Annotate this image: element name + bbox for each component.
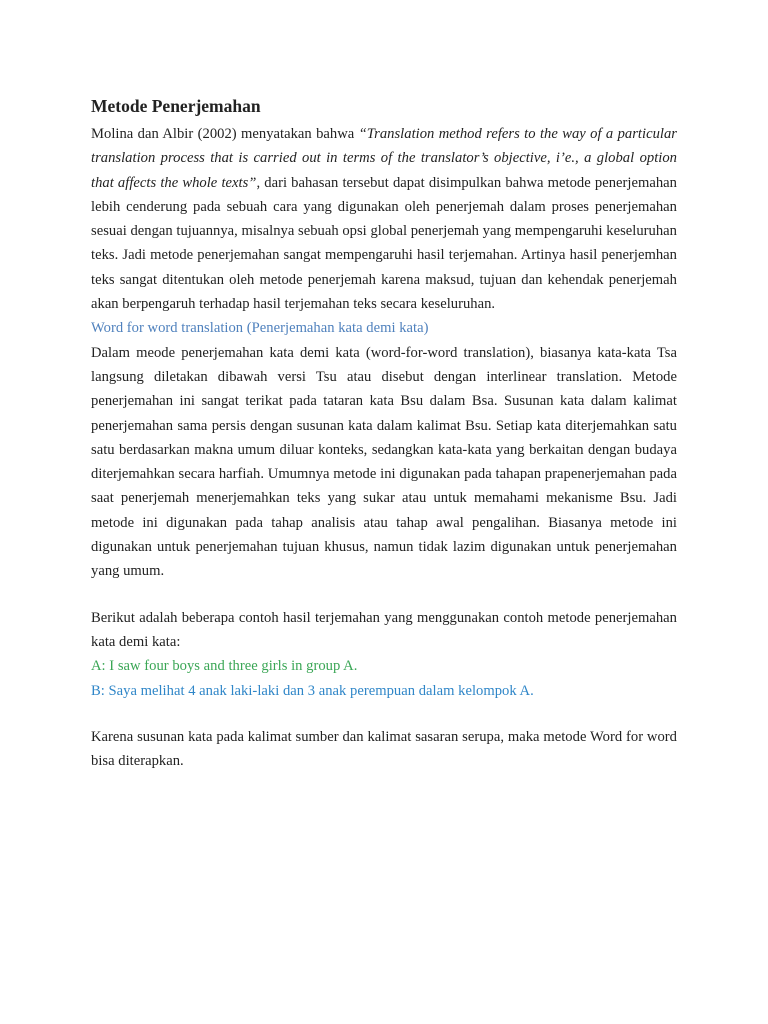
example-b: B: Saya melihat 4 anak laki-laki dan 3 anak perempuan dalam kelompok A.	[91, 682, 534, 699]
intro-before-quote: Molina dan Albir (2002) menyatakan bahwa	[91, 126, 359, 142]
intro-quote: “Translation method refers to the way of a particular translation process that is carried out in terms of the translator’s objective, i’e., a global option that affects the whole texts”	[91, 126, 677, 191]
section-body-paragraph: Dalam meode penerjemahan kata demi kata (word-for-word translation), biasanya kata-kata Tsa langsung diletakan dibawah versi Tsu atau disebut dengan interlinear translation. Metode penerjemahan ini sangat terikat pada tataran kata Bsu dalam Bsa. Susunan kata dalam kalimat penerjemahan sama persis dengan susunan kata dalam kalimat Bsu. Setiap kata diterjemahkan satu satu berdasarkan makna umum diluar konteks, sedangkan kata-kata yang berkaitan dengan budaya diterjemahkan secara harfiah. Umumnya metode ini digunakan pada tahapan prapenerjemahan pada saat penerjemah menerjemahkan teks yang sukar atau untuk memahami mekanisme Bsu. Jadi metode ini digunakan pada tahap analisis atau tahap awal pengalihan. Biasanya metode ini digunakan untuk penerjemahan tujuan khusus, namun tidak lazim digunakan untuk penerjemahan yang umum.	[91, 344, 677, 580]
examples-intro-paragraph: Berikut adalah beberapa contoh hasil terjemahan yang menggunakan contoh metode penerjemahan kata demi kata:	[91, 609, 677, 650]
section-heading: Word for word translation (Penerjemahan kata demi kata)	[91, 320, 429, 337]
intro-paragraph	[91, 122, 677, 316]
example-a: A: I saw four boys and three girls in group A.	[91, 658, 358, 675]
document-title: Metode Penerjemahan	[91, 96, 261, 116]
intro-after-quote: , dari bahasan tersebut dapat disimpulkan bahwa metode penerjemahan lebih cenderung pada sebuah cara yang digunakan oleh penerjemah dalam proses penerjemahan sesuai dengan tujuannya, misalnya sebuah opsi global penerjemah yang mempengaruhi keseluruhan teks. Jadi metode penerjemahan sangat mempengaruhi hasil terjemahan. Artinya hasil penerjemhan teks sangat ditentukan oleh metode penerjemah karena maksud, tujuan dan kehendak penerjemah akan berpengaruh terhadap hasil terjemahan teks secara keseluruhan.	[91, 174, 677, 313]
conclusion-paragraph: Karena susunan kata pada kalimat sumber dan kalimat sasaran serupa, maka metode Word for word bisa diterapkan.	[91, 728, 677, 770]
